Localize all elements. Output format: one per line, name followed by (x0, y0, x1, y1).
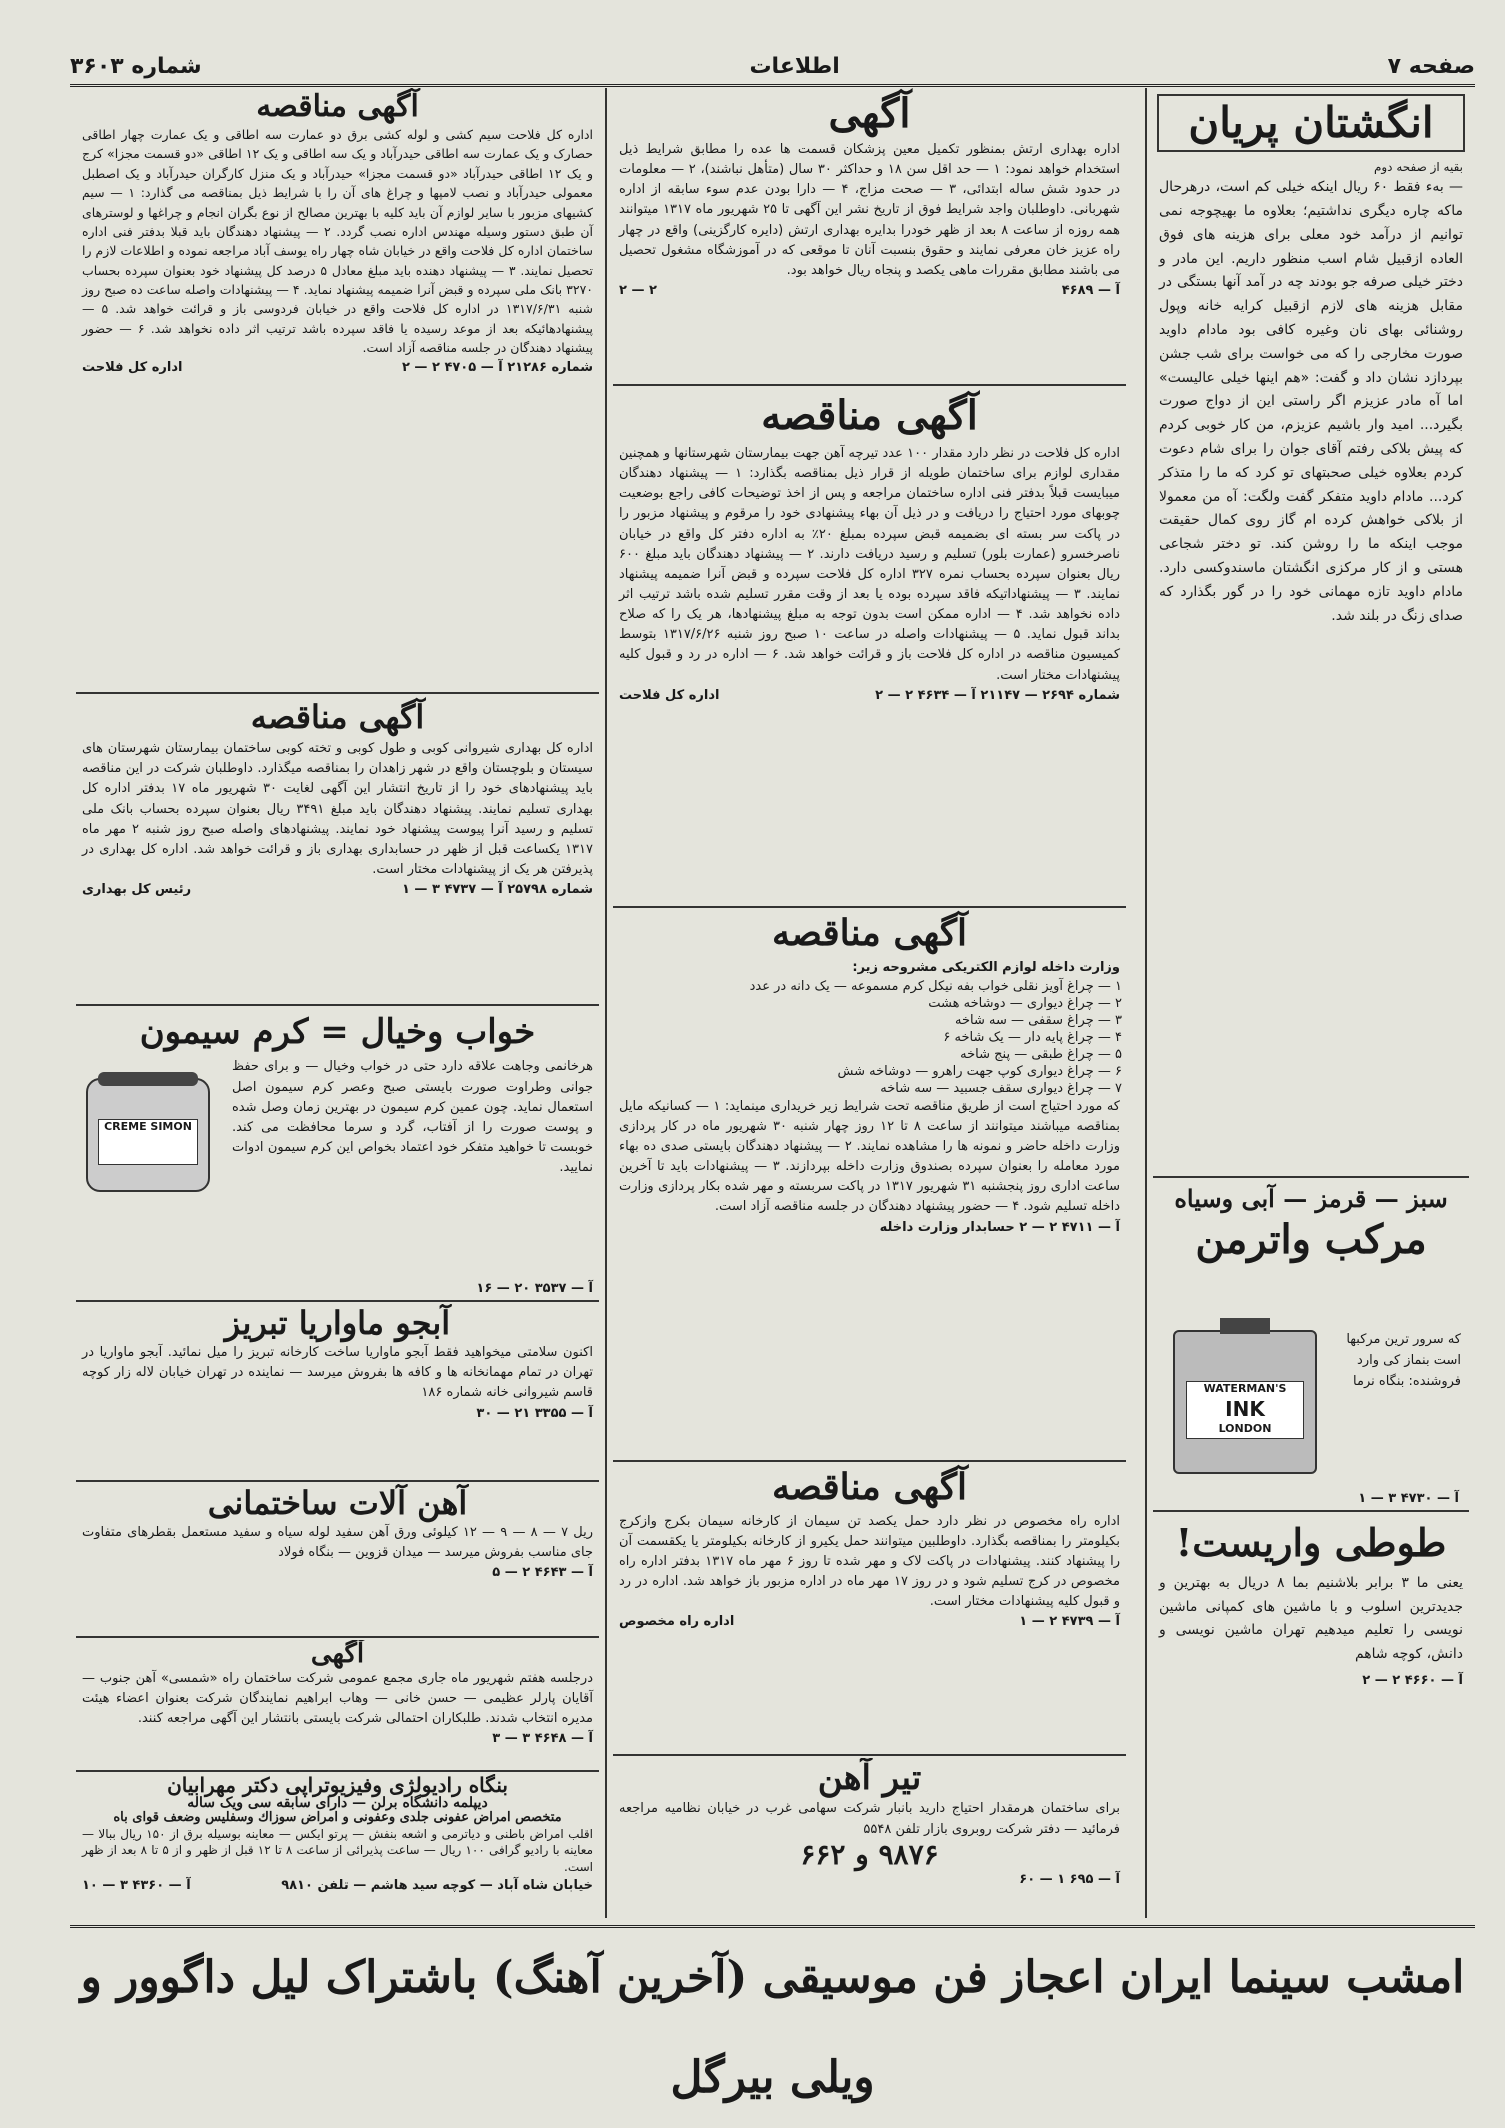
army-ad-body: اداره بهداری ارتش بمنظور تکمیل معین پزشکان قسمت ها عده را مطابق شرایط ذیل استخدام خواهد نمود: ۱ — حد اقل سن ۱۸ و حداکثر ۳۰ سال (متأهل نباشند)، ۲ — معلومات در حدود شش ساله ابتدائی، ۳ — صحت مزاج، ۴ — دارا بودن عدم سوء سابقه از اداره شهربانی. داوطلبان واجد شرایط فوق از تاریخ نشر این آگهی تا ۲۵ شهریور ماه ۱۳۱۷ میتوانند همه روزه از ساعت ۸ بعد از ظهر خودرا بدایره بهداری ارتش (دایره کارگزینی) واقع در چهار راه عزیز خان معرفی نمایند و حقوق بنسبت آنان تا موقعی که در آموزشگاه مشغول تحصیل می باشند مطابق مقررات ماهی یکصد و پنجاه ریال خواهد بود. (619, 142, 1121, 278)
story-body: — بهء فقط ۶۰ ریال اینکه خیلی کم است، درهرحال ماکه چاره دیگری نداشتیم؛ بعلاوه ما بهیچوجه نمی توانیم از درآمد خود معلی برای هزینه های فوق العاده ازقبیل شام اسب منظور داریم. این مادر و دختر خیلی صرفه جو بودند چه در آمد آنها بستگی در مقابل هزینه های لازم ازقبیل کرایه خانه وپول روشنائی بهای نان وغیره کافی بود مادام داوید صورت مخارجی را که می خواست برای شب جشن بپردازد نشان داد و گفت: «هم اینها خیلی عالیست» اما آه مادر عزیزم اگر راستی این از دواج صورت بگیرد... امید وار باشیم عزیزم، من کار خوبی کردم که پیش بلاکی رفتم آقای جوان را برای شام دعوت کردم بعلاوه خیلی صحبتهای تو کرد که ما را متذکر کرد... مادام داوید متفکر گفت ولگت: آه من معمولا از بلاکی خواهش کرده ام گاز روی کمال حقیقت موجب اینکه ما را روشن کند. تو دختر شجاعی هستی و از کار مرکزی انگشتان ماسندوکسی دارد. مادام داوید تازه مهمانی خود را در گور بگذارد که صدای زنگ در بلند شد. (1159, 179, 1463, 624)
health-tender-body: اداره کل بهداری شیروانی کوبی و طول کوبی و تخته کوبی ساختمان بیمارستان شهرستان های سیستان و بلوچستان واقع در شهر زاهدان را بمناقصه میگذارد. داوطلبان شرکت در این مناقصه باید پیشنهادهای خود را از تاریخ انتشار این آگهی لغایت ۳۰ شهریور ماه ۱۷ بدفتر اداره کل بهداری تسلیم نمایند. پیشنهاد دهندگان باید مبلغ ۳۴۹۱ ریال بعنوان سپرده بحساب بانک ملی تسلیم و رسید آنرا پیوست پیشنهاد خود نمایند. پیشنهادهای واصله صبح روز شنبه ۲ مهر ماه ۱۳۱۷ یکساعت قبل از ظهر در حسابداری بهداری باز و قرائت خواهد شد. اداره کل بهداری در پذیرفتن هر یک از پیشنهادات مختار است. (82, 741, 593, 878)
road-tender-title: آگهی مناقصه (771, 1466, 968, 1508)
right-column (1145, 88, 1475, 1918)
item-row: ۷ — چراغ دیواری سقف جسبید — سه شاخه (880, 1080, 1122, 1096)
left-column (70, 88, 605, 1918)
item-row: ۳ — چراغ سقفی — سه شاخه (955, 1012, 1122, 1028)
electric-tender-body: اداره کل فلاحت سیم کشی و لوله کشی برق دو عمارت سه اطاقی و یک عمارت چهار اطاقی حصارک و یک عمارت سه اطاقی حیدرآباد و یک سه اطاقی و یک ۱۲ اطاقی «دو قسمت مجزا» کرج و یک ۱۲ اطاقی حیدرآباد «دو قسمت مجزا» حیدرآباد و یک منزل کارگران حیدرآباد و یک اصطبل معمولی حیدرآباد و نصب لامپها و چراغ های آن را با شرایط ذیل بمناقصه می گذارد: ۱ — سیم کشیهای مزبور با سایر لوازم آن باید کلیه با بهترین مصالح از نوع بگران انجام و چراغها و لوسترهای آن طبق دستور وسیله مهندس اداره نصب گردد. ۲ — پیشنهاد دهندگان باید قبلا بدفتر فنی اداره ساختمان اداره کل فلاحت واقع در خیابان شاه چهار راه یوسف آباد مراجعه نموده و اطلاعات لازم را تحصیل نمایند. ۳ — پیشنهاد دهنده باید مبلغ معادل ۵ درصد کل پیشنهاد خود بعنوان سپرده بحساب ۳۲۷۰ بانک ملی سپرده و قبض آنرا ضمیمه پیشنهاد نماید. ۴ — پیشنهادات واصله ساعت ده صبح روز شنبه ۱۳۱۷/۶/۳۱ در اداره کل فلاحت واقع در خیابان فردوسی باز و قرائت خواهد شد. ۵ — پیشنهادهائیکه بعد از موعد رسیده یا فاقد سپرده باشد ترتیب اثر داده نخواهد شد. ۶ — حضور پیشنهاد دهندگان در جلسه مناقصه آزاد است. (82, 127, 594, 356)
parrot-ad (1153, 1514, 1469, 1926)
item-row: ۲ — چراغ دیواری — دوشاخه هشت (928, 995, 1122, 1011)
electric-tender-title: آگهی مناقصه (256, 89, 419, 124)
cream-jar-label: CREME SIMON (98, 1119, 199, 1165)
iron-body: ریل ۷ — ۸ — ۹ — ۱۲ کیلوئی ورق آهن سفید لوله سیاه و سفید مستعمل بقطرهای متفاوت جای مناسب بفروش میرسد — میدان قزوین — بنگاه فولاد (82, 1525, 594, 1561)
item-row: ۴ — چراغ پایه دار — یک شاخه ۶ (943, 1029, 1122, 1045)
company-notice-title: آگهی (310, 1640, 365, 1669)
issue-number: شماره ۳۶۰۳ (70, 53, 202, 79)
iron-code: آ — ۴۶۴۳ ۲ — ۵ (492, 1565, 593, 1581)
iron-beam-body: برای ساختمان هرمقدار احتیاج دارید بانبار شرکت سهامی غرب در خیابان نظامیه مراجعه فرمائید — دفتر شرکت روبروی بازار تلفن ۵۵۴۸ (619, 1801, 1120, 1837)
electric-tender (76, 88, 599, 694)
iron-title: آهن آلات ساختمانی (207, 1484, 468, 1522)
iron-beam-title: تیر آهن (817, 1758, 922, 1798)
cream-jar-image (86, 1078, 210, 1192)
interior-tender-code: آ — ۴۷۱۱ ۲ — ۲ حسابدار وزارت داخله (879, 1219, 1120, 1235)
cream-code: آ — ۳۵۳۷ ۲۰ — ۱۶ (476, 1281, 593, 1296)
interior-tender-body: که مورد احتیاج است از طریق مناقصه تحت شرایط زیر خریداری مینماید: ۱ — کسانیکه مایل بمناقصه میباشند میتوانند از ساعت ۸ تا ۱۲ روز چهار شنبه ۳۰ شهریور ماه در کار پردازی وزارت داخله حاضر و نمونه ها را مشاهده نمایند. ۲ — پیشنهاد دهندگان بایستی صدی ده بهاء مورد معامله را بعنوان سپرده بصندوق وزارت داخله بپردازند. ۳ — پیشنهادات باید تا آخرین ساعت اداری روز پنجشنبه ۳۱ شهریور ۱۳۱۷ در پاکت سربسته و مهر شده بکار پردازی وزارت داخله تسلیم شود. ۴ — حضور پیشنهاد دهندگان در جلسه مناقصه آزاد است. (619, 1098, 1121, 1215)
story-title: انگشتان پریان (1157, 94, 1465, 152)
story-sub: بقیه از صفحه دوم (1373, 160, 1463, 175)
interior-tender-intro: وزارت داخله لوازم الکتریکی مشروحه زیر: (852, 959, 1120, 975)
clinic-title: بنگاه رادیولژی وفیزیوتراپی دکتر مهرابیان (167, 1774, 508, 1797)
interior-tender (613, 910, 1126, 1462)
interior-items-table (613, 978, 1126, 1097)
story-box (1153, 88, 1469, 1178)
cream-title: خواب وخیال = کرم سیمون (139, 1012, 536, 1052)
clinic-ad (76, 1774, 599, 1926)
parrot-code: آ — ۴۶۶۰ ۲ — ۲ (1362, 1672, 1463, 1688)
cream-ad (76, 1008, 599, 1302)
ink-label: WATERMAN'S INK LONDON (1186, 1381, 1304, 1439)
item-row: ۶ — چراغ دیواری کوپ جهت راهرو — دوشاخه شش (837, 1063, 1122, 1079)
company-notice-body: درجلسه هفتم شهریور ماه جاری مجمع عمومی شرکت ساختمان راه «شمسی» آهن جنوب — آقایان پارلر عظیمی — حسن خانی — وهاب ابراهیم نمایندگان شرکت بعنوان اعضاء هیئت مدیره انتخاب شدند. طلبکاران احتمالی شرکت بایستی بانتشار این آگهی مراجعه کنند. (82, 1670, 593, 1726)
beer-title: آبجو ماواریا تبریز (224, 1304, 451, 1342)
cream-body: هرخانمی وجاهت علاقه دارد حتی در خواب وخیال — و برای حفظ جوانی وطراوت صورت بایستی صبح وعصر کرم سیمون اصل استعمال نماید. چون عمین کرم سیمون در بهترین زمان وصل شده و پوست صورت را از آفتاب، گرد و سرما محافظت می کند. خوبست تا خواهید متفکر خود اعتماد بخواص این کرم سیمون ادوات نمایید. (232, 1059, 593, 1176)
ink-title: سبز — قرمز — آبی وسیاه (1174, 1184, 1448, 1213)
health-tender-footer: شماره ۲۵۷۹۸ آ — ۴۷۳۷ ۳ — ۱ رئیس کل بهداری (82, 882, 593, 898)
page-number: صفحه ۷ (1387, 53, 1475, 79)
iron-beam-code: آ — ۶۹۵ ۱ — ۶۰ (1019, 1872, 1120, 1888)
interior-tender-title: آگهی مناقصه (771, 912, 968, 954)
army-ad-codes: آ — ۴۶۸۹ ۲ — ۲ (619, 282, 1120, 298)
company-notice (76, 1640, 599, 1772)
clinic-footer: خیابان شاه آباد — کوچه سید هاشم — تلفن ۹۸۱۰ آ — ۴۳۶۰ ۳ — ۱۰ (82, 1878, 593, 1894)
paper-name: اطلاعات (749, 53, 840, 79)
road-tender-body: اداره راه مخصوص در نظر دارد حمل یکصد تن سیمان از کارخانه سیمان بکرج وازکرج بکیلومتر را بمناقصه بگذارد. داوطلبین میتوانند حمل یکیرو از کارخانه بکیلومتر یا یکقسمت آن را پیشنهاد کنند. پیشنهادات در پاکت لاک و مهر شده تا روز ۶ مهر ماه ۱۳۱۷ بدفتر اداره راه مخصوص در کرج تسلیم شود و در روز ۱۷ مهر ماه در اداره مزبور باز خواهد شد. اداره در رد و قبول کلیه پیشنهادات مختار است. (619, 1513, 1121, 1610)
road-tender-footer: آ — ۴۷۳۹ ۲ — ۱ اداره راه مخصوص (619, 1614, 1120, 1630)
clinic-sub: دیپلمه دانشگاه برلن — دارای سابقه سی ویک ساله (187, 1795, 488, 1811)
company-notice-code: آ — ۴۶۴۸ ۳ — ۳ (492, 1731, 593, 1747)
beer-code: آ — ۳۳۵۵ ۲۱ — ۳۰ (476, 1405, 593, 1421)
beer-body: اکنون سلامتی میخواهید فقط آبجو ماواریا ساخت کارخانه تبریز را میل نمائید. آبجو ماواریا در تهران در تمام مهمانخانه ها و کافه ها بفروش میرسد — نماینده در تهران خیابان لاله زار کوچه قاسم شیروانی خانه شماره ۱۸۶ (82, 1345, 593, 1401)
health-tender (76, 696, 599, 1006)
clinic-line: متخصص امراض عفونی جلدی وعفونی و امراض سوزاك وسفلیس وضعف قوای باه (113, 1810, 562, 1826)
ink-ad (1153, 1180, 1469, 1512)
agri-tender-title: آگهی مناقصه (761, 392, 978, 439)
beer-ad (76, 1304, 599, 1482)
electric-tender-footer: شماره ۲۱۲۸۶ آ — ۴۷۰۵ ۲ — ۲ اداره کل فلاحت (82, 359, 593, 375)
ink-code: آ — ۴۷۳۰ ۳ — ۱ (1358, 1491, 1459, 1506)
ink-bottle-image (1173, 1330, 1317, 1474)
iron-beam-ad (613, 1758, 1126, 1926)
ink-sub: مرکب واترمن (1195, 1216, 1427, 1264)
iron-beam-phone: ۹۸۷۶ و ۶۶۲ (800, 1837, 939, 1871)
agri-tender (613, 388, 1126, 908)
army-ad (613, 88, 1126, 386)
item-row: ۵ — چراغ طبقی — پنج شاخه (960, 1046, 1122, 1062)
middle-column (605, 88, 1132, 1918)
item-row: ۱ — چراغ آویز نقلی خواب بفه نیکل کرم مسموعه — یک دانه در عدد (749, 978, 1122, 994)
agri-tender-body: اداره کل فلاحت در نظر دارد مقدار ۱۰۰ عدد تیرچه آهن جهت بیمارستان شهرستانها و همچنین مقداری لوازم برای ساختمان طویله از قرار ذیل بمناقصه بگذارد: ۱ — پیشنهاد دهندگان میبایست قبلاً بدفتر فنی اداره ساختمان مراجعه و پس از اخذ توضیحات کافی راجع بوضعیت چوبهای مورد احتیاج را دریافت و در ذیل آن بهاء پیشنهادی خود را مرقوم و پیشنهاد مزبور را در پاکت سر بسته ای بضمیمه قبض سپرده بمبلغ ۲۰٪ به اداره دفتر کل واقع در خیابان ناصرخسرو (عمارت بلور) تسلیم و رسید دریافت دارند. ۲ — پیشنهاد دهندگان باید مبلغ ۶۰۰ ریال بعنوان سپرده بحساب نمره ۳۲۷ اداره کل فلاحت سپرده و قبض آنرا ضمیمه پیشنهاد نمایند. ۳ — پیشنهاداتیکه فاقد سپرده بوده یا بعد از وقت مقرر تسلیم شده باشد ترتیب اثر داده نخواهد شد. ۴ — اداره ممکن است بدون توجه به مبلغ پیشنهادها، هر یک را که صلاح بداند قبول نماید. ۵ — پیشنهادات واصله در ساعت ۱۰ صبح روز شنبه ۱۳۱۷/۶/۲۶ بتوسط کمیسیون مناقصه در اداره کل فلاحت باز و قرائت خواهد شد. ۶ — اداره در رد و قبول کلیه پیشنهادات مختار است. (619, 446, 1121, 683)
newspaper-page (70, 48, 1475, 2103)
iron-ad (76, 1484, 599, 1638)
agri-tender-footer: شماره ۲۶۹۴ — ۲۱۱۴۷ آ — ۴۶۳۴ ۲ — ۲ اداره کل فلاحت (619, 687, 1120, 703)
ink-body: که سرور ترین مرکبها است بنماز کی وارد فروشنده: بنگاه نرما (1346, 1332, 1461, 1389)
clinic-body: اقلب امراض باطنی و دیاترمی و اشعه بنفش — پرتو ایکس — معاینه بوسیله برق از ۱۵۰ ریال ببالا — معاینه با رادیو گرافی ۱۰۰ ریال — ساعت پذیرائی از ساعت ۸ تا ۱۲ قبل از ظهر و از ۵ تا ۸ بعد از ظهر است. (82, 1826, 593, 1875)
cinema-banner: امشب سینما ایران اعجاز فن موسیقی (آخرین آهنگ) باشتراک لیل داگوور و ویلی بیرگل (70, 1925, 1475, 2028)
army-ad-title: آگهی (828, 90, 911, 137)
page-header (70, 48, 1475, 87)
parrot-title: طوطی واریست! (1175, 1520, 1447, 1565)
parrot-body: یعنی ما ۳ برابر بلاشنیم بما ۸ دریال به بهترین و جدیدترین اسلوب و با ماشین های کمپانی ماشین نویسی را تعلیم میدهیم تهران ماشین نویسی و دانش، کوچه شاهم (1159, 1574, 1463, 1663)
health-tender-title: آگهی مناقصه (250, 698, 425, 736)
road-tender (613, 1464, 1126, 1756)
